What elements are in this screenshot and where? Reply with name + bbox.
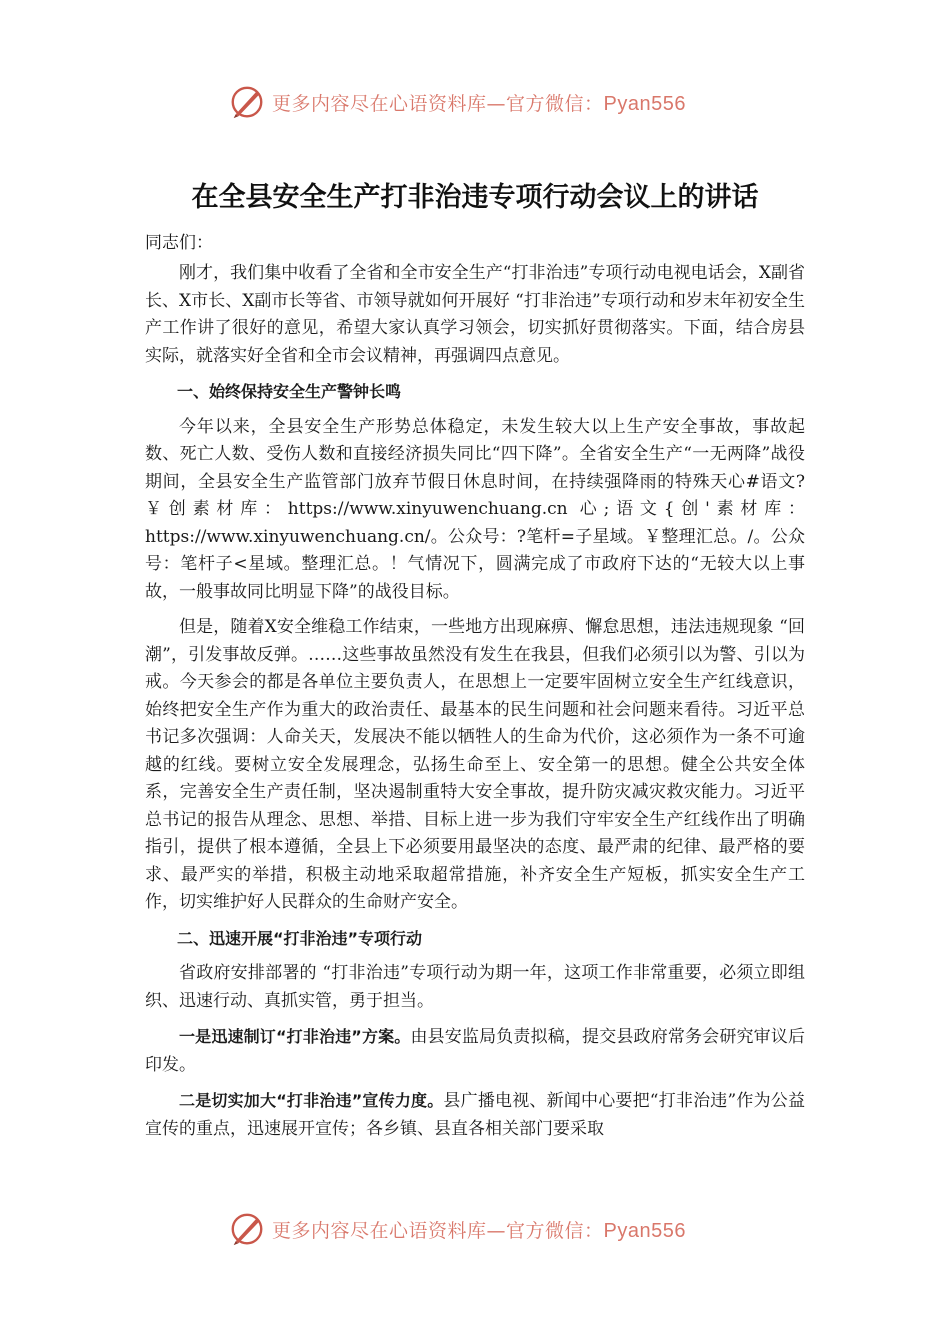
- pen-logo-icon: [228, 83, 266, 121]
- paragraph-3: 但是，随着X安全维稳工作结束，一些地方出现麻痹、懈怠思想，违法违规现象 “回潮”，引发事故反弹。……这些事故虽然没有发生在我县，但我们必须引以为警、引以为戒。今天参会的都是各单位主要负责人，在思想上一定要牢固树立安全生产红线意识，始终把安全生产作为重大的政治责任、最基本的民生问题和社会问题来看待。习近平总书记多次强调：人命关天，发展决不能以牺牲人的生命为代价，这必须作为一条不可逾越的红线。要树立安全发展理念，弘扬生命至上、安全第一的思想。健全公共安全体系，完善安全生产责任制，坚决遏制重特大安全事故，提升防灾减灾救灾能力。习近平总书记的报告从理念、思想、举措、目标上进一步为我们守牢安全生产红线作出了明确指引，提供了根本遵循，全县上下必须要用最坚决的态度、最严肃的纪律、最严格的要求、最严实的举措，积极主动地采取超常措施，补齐安全生产短板，抓实安全生产工作，切实维护好人民群众的生命财产安全。: [145, 617, 805, 912]
- paragraph-4: 省政府安排部署的 “打非治违”专项行动为期一年，这项工作非常重要，必须立即组织、迅速行动、真抓实管，勇于担当。: [145, 963, 805, 1011]
- banner-text: 更多内容尽在心语资料库—官方微信：Pyan556: [272, 92, 686, 115]
- document-title: 在全县安全生产打非治违专项行动会议上的讲话: [191, 182, 759, 213]
- paragraph-6-text: 县广播电视、新闻中心要把“打非治违”作为公益宣传的重点，迅速展开宣传；各乡镇、县直各相关部门要采取: [145, 1091, 805, 1139]
- document-body: [145, 230, 805, 1151]
- header-banner: [228, 80, 686, 124]
- paragraph-2: 今年以来，全县安全生产形势总体稳定，未发生较大以上生产安全事故，事故起数、死亡人数、受伤人数和直接经济损失同比“四下降”。全省安全生产“一无两降”战役期间，全县安全生产监管部门放弃节假日休息时间，在持续强降雨的特殊天心#语文?￥创素材库：https://www.xinyuwenchuang.cn 心;语文{创'素材库：https://www.xinyuwenchuang.cn/。公众号：?笔杆=子星域。￥整理汇总。/。公众号：笔杆子<星域。整理汇总。！气情况下，圆满完成了市政府下达的“无较大以上事故，一般事故同比明显下降”的战役目标。: [145, 416, 805, 602]
- section-heading-2: 二、迅速开展“打非治违”专项行动: [177, 928, 423, 948]
- section-heading-1: 一、始终保持安全生产警钟长鸣: [177, 382, 402, 401]
- paragraph-6: [145, 1087, 805, 1143]
- paragraph-5: [145, 1023, 805, 1079]
- paragraph-5-text: 由县安监局负责拟稿，提交县政府常务会研究审议后印发。: [145, 1027, 805, 1075]
- banner-text: 更多内容尽在心语资料库—官方微信：Pyan556: [272, 1219, 686, 1242]
- paragraph-6-lead: 二是切实加大“打非治违”宣传力度。: [179, 1091, 444, 1110]
- greeting: 同志们：: [145, 233, 213, 253]
- paragraph-5-lead: 一是迅速制订“打非治违”方案。: [179, 1027, 411, 1046]
- paragraph-1: 刚才，我们集中收看了全省和全市安全生产“打非治违”专项行动电视电话会，X副省长、X市长、X副市长等省、市领导就如何开展好 “打非治违”专项行动和岁末年初安全生产工作讲了很好的意见，希望大家认真学习领会，切实抓好贯彻落实。下面，结合房县实际，就落实好全省和全市会议精神，再强调四点意见。: [145, 263, 805, 366]
- footer-banner: [228, 1207, 686, 1251]
- pen-logo-icon: [228, 1210, 266, 1248]
